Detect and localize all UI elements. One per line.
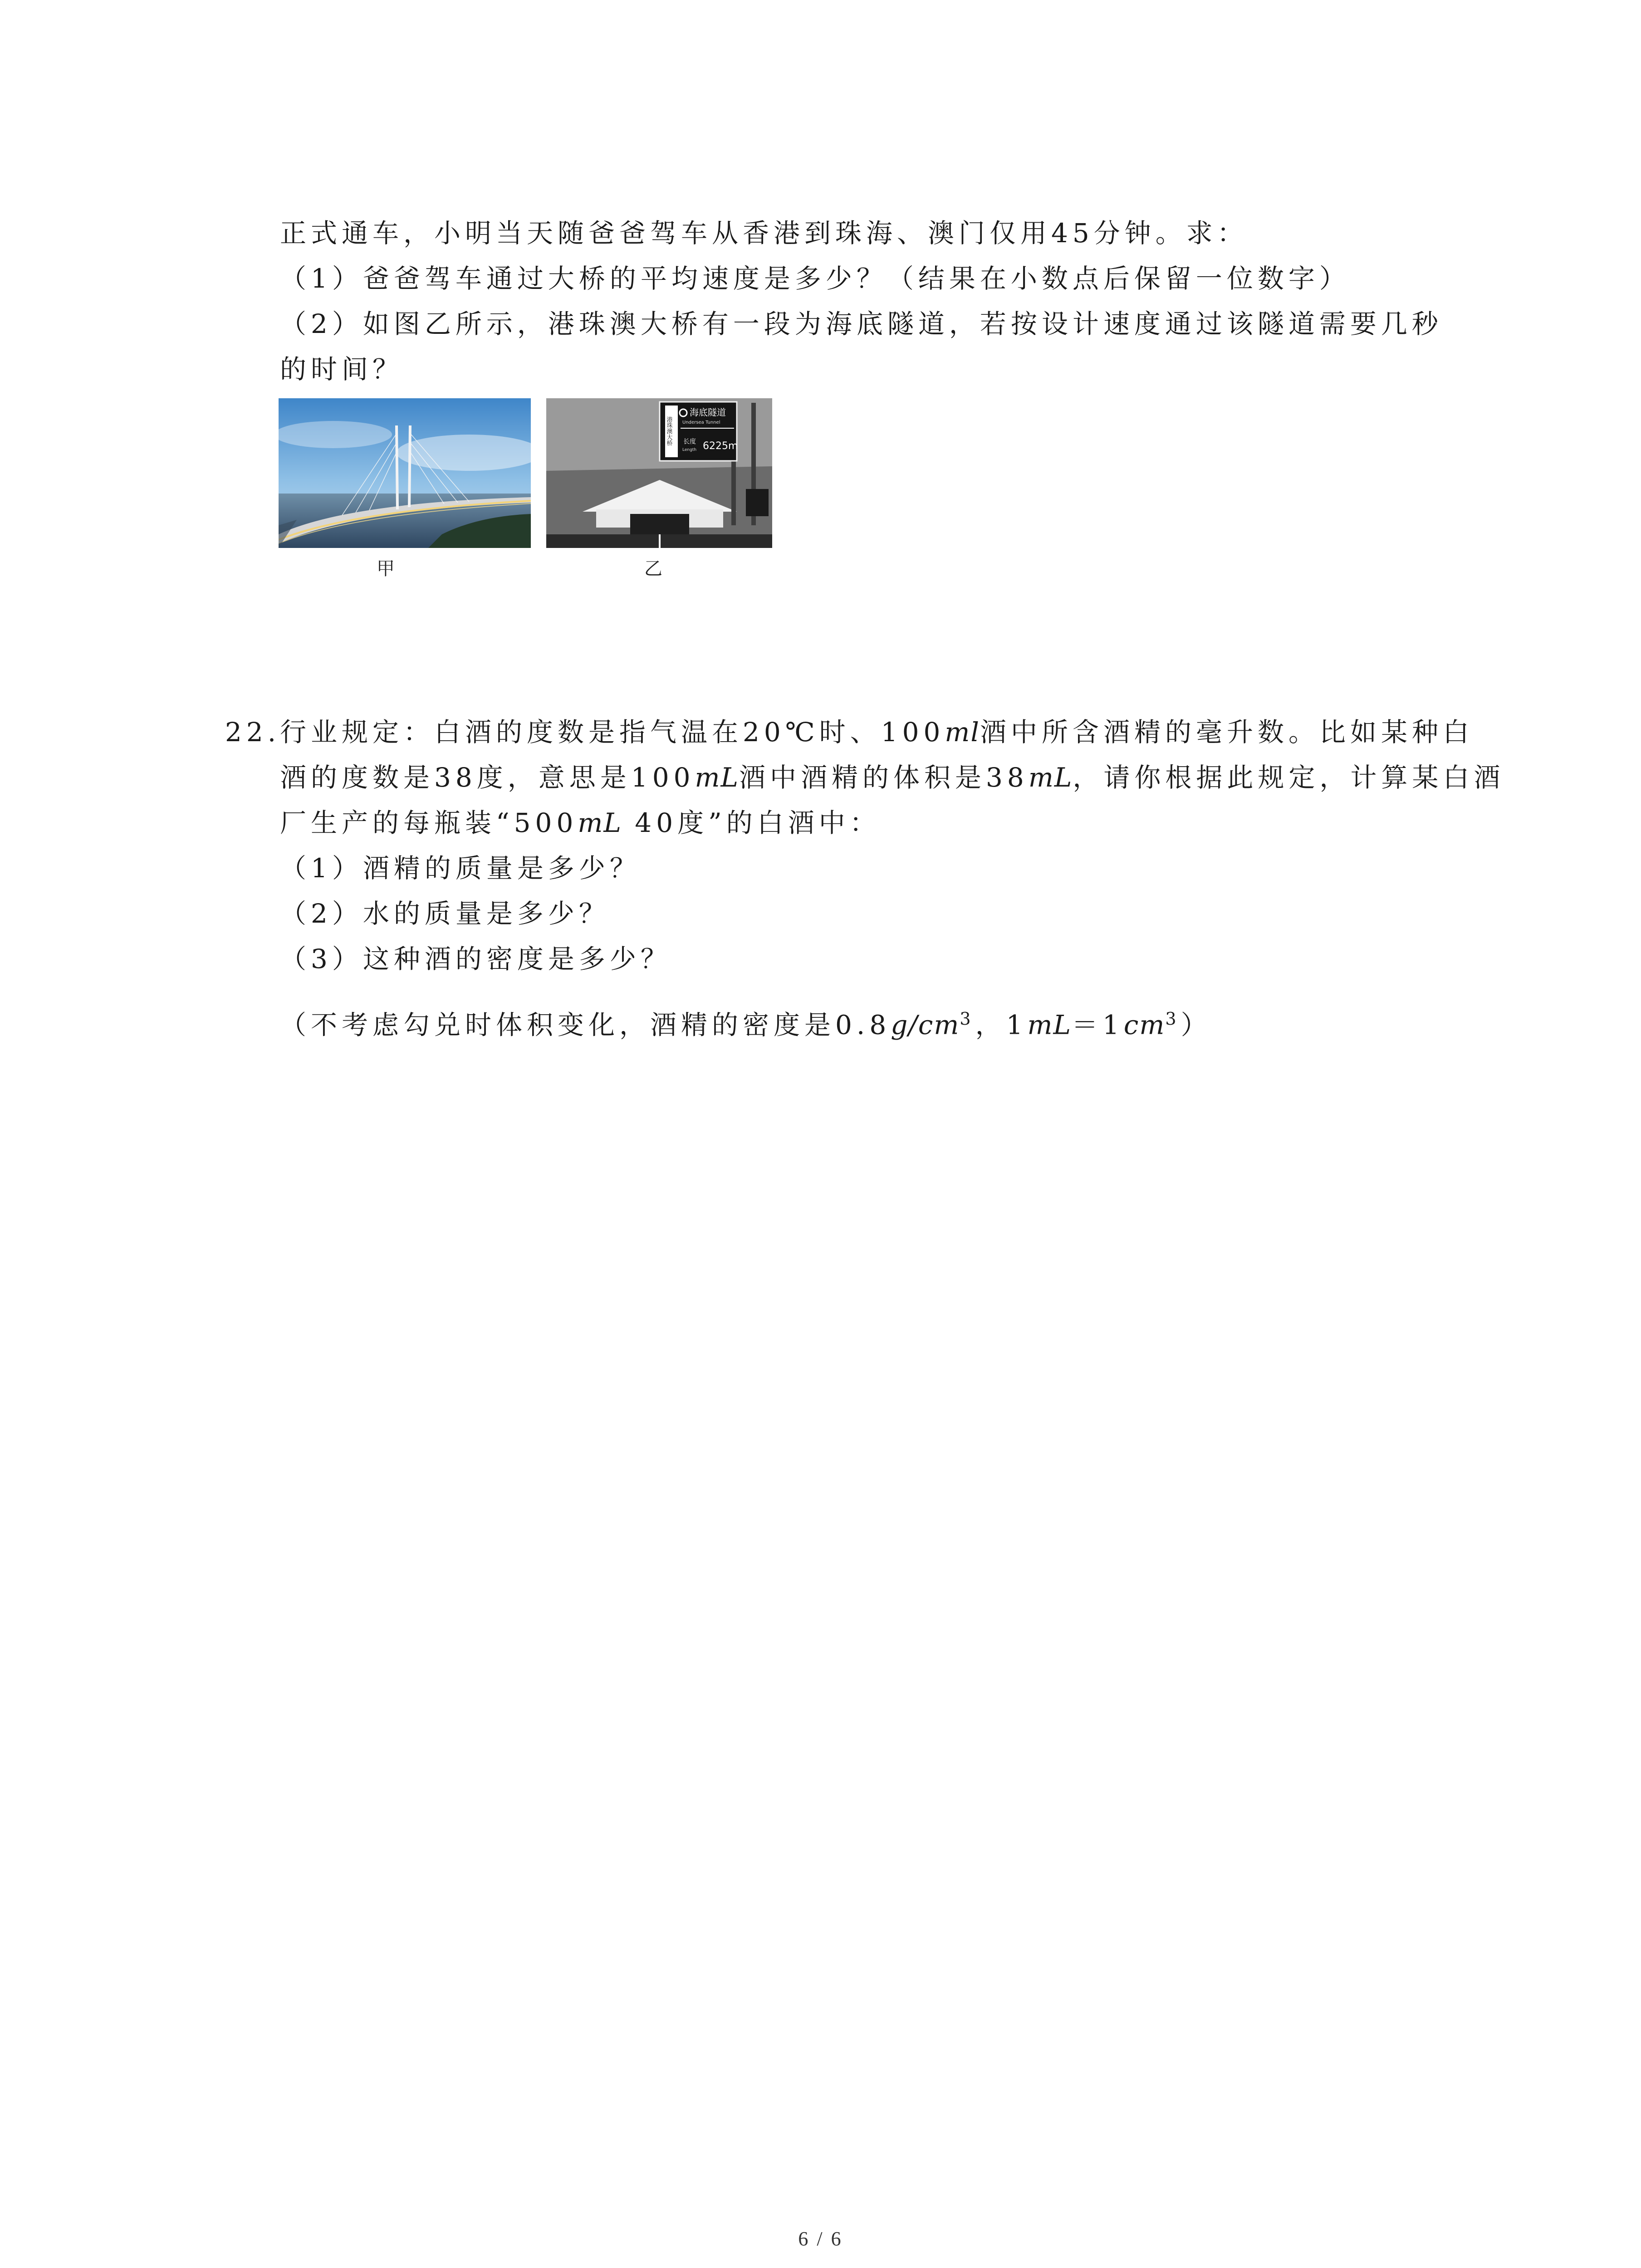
q22-line3-a: 厂生产的每瓶装“500 [280,807,578,838]
q22-note-b: ，1 [975,1009,1028,1041]
sign-side-label: 港珠澳大桥 [665,416,672,446]
q22-line2 [280,759,1504,796]
q22-note-sup1: 3 [960,1009,975,1029]
sign-english: Undersea Tunnel [682,420,720,425]
figure-caption-yi: 乙 [644,558,662,579]
bridge-photo-graphic [279,398,531,548]
q22-line2-a: 酒的度数是38度，意思是100 [280,762,695,793]
q22-sub-question-2: （2）水的质量是多少？ [280,898,610,929]
q22-line2-unit2: mL [1028,762,1073,793]
q22-line1-unit: ml [945,717,980,748]
q22-sub-question-1: （1）酒精的质量是多少？ [280,853,641,884]
q22-line3-unit: mL [578,807,622,838]
q22-line1 [280,714,1474,750]
q21-sub-question-2-cont: 的时间？ [280,354,404,385]
q22-number: 22. [225,717,281,748]
q22-line2-b: 酒中酒精的体积是38 [739,762,1029,793]
q22-line1-a: 行业规定：白酒的度数是指气温在20℃时、100 [280,717,945,748]
q22-note-sup2: 3 [1165,1009,1181,1029]
page-number: 6 / 6 [798,2228,843,2250]
q22-line3-b: 40度”的白酒中： [622,807,881,838]
q22-sub-question-3: （3）这种酒的密度是多少？ [280,943,671,974]
sign-length-label: 长度 [683,438,696,445]
tunnel-photo-graphic [546,398,772,548]
sign-length-value: 6225m [703,440,738,452]
bridge-photo [279,398,531,548]
q21-sub-question-1: （1）爸爸驾车通过大桥的平均速度是多少？（结果在小数点后保留一位数字） [280,263,1350,294]
q22-line1-b: 酒中所含酒精的毫升数。比如某种白 [980,717,1474,748]
q22-line2-unit1: mL [695,762,740,793]
sign-title: 海底隧道 [690,407,726,418]
q22-note-d: ） [1181,1009,1212,1041]
q22-note-c: ＝1 [1072,1009,1124,1041]
q22-note-unit2: mL [1027,1009,1072,1041]
q22-note [280,1001,1212,1043]
q22-note-unit3: cm [1123,1009,1166,1041]
tunnel-photo [546,398,772,548]
q21-line1: 正式通车，小明当天随爸爸驾车从香港到珠海、澳门仅用45分钟。求： [280,218,1248,249]
q22-line3 [280,805,881,841]
q22-note-unit1: g/cm [891,1009,960,1041]
sign-length-english: Length [682,448,697,452]
q22-line2-c: ，请你根据此规定，计算某白酒 [1073,762,1505,793]
q21-sub-question-2: （2）如图乙所示，港珠澳大桥有一段为海底隧道，若按设计速度通过该隧道需要几秒 [280,308,1443,339]
q22-note-a: （不考虑勾兑时体积变化，酒精的密度是0.8 [280,1009,891,1041]
figure-caption-jia: 甲 [377,558,395,579]
